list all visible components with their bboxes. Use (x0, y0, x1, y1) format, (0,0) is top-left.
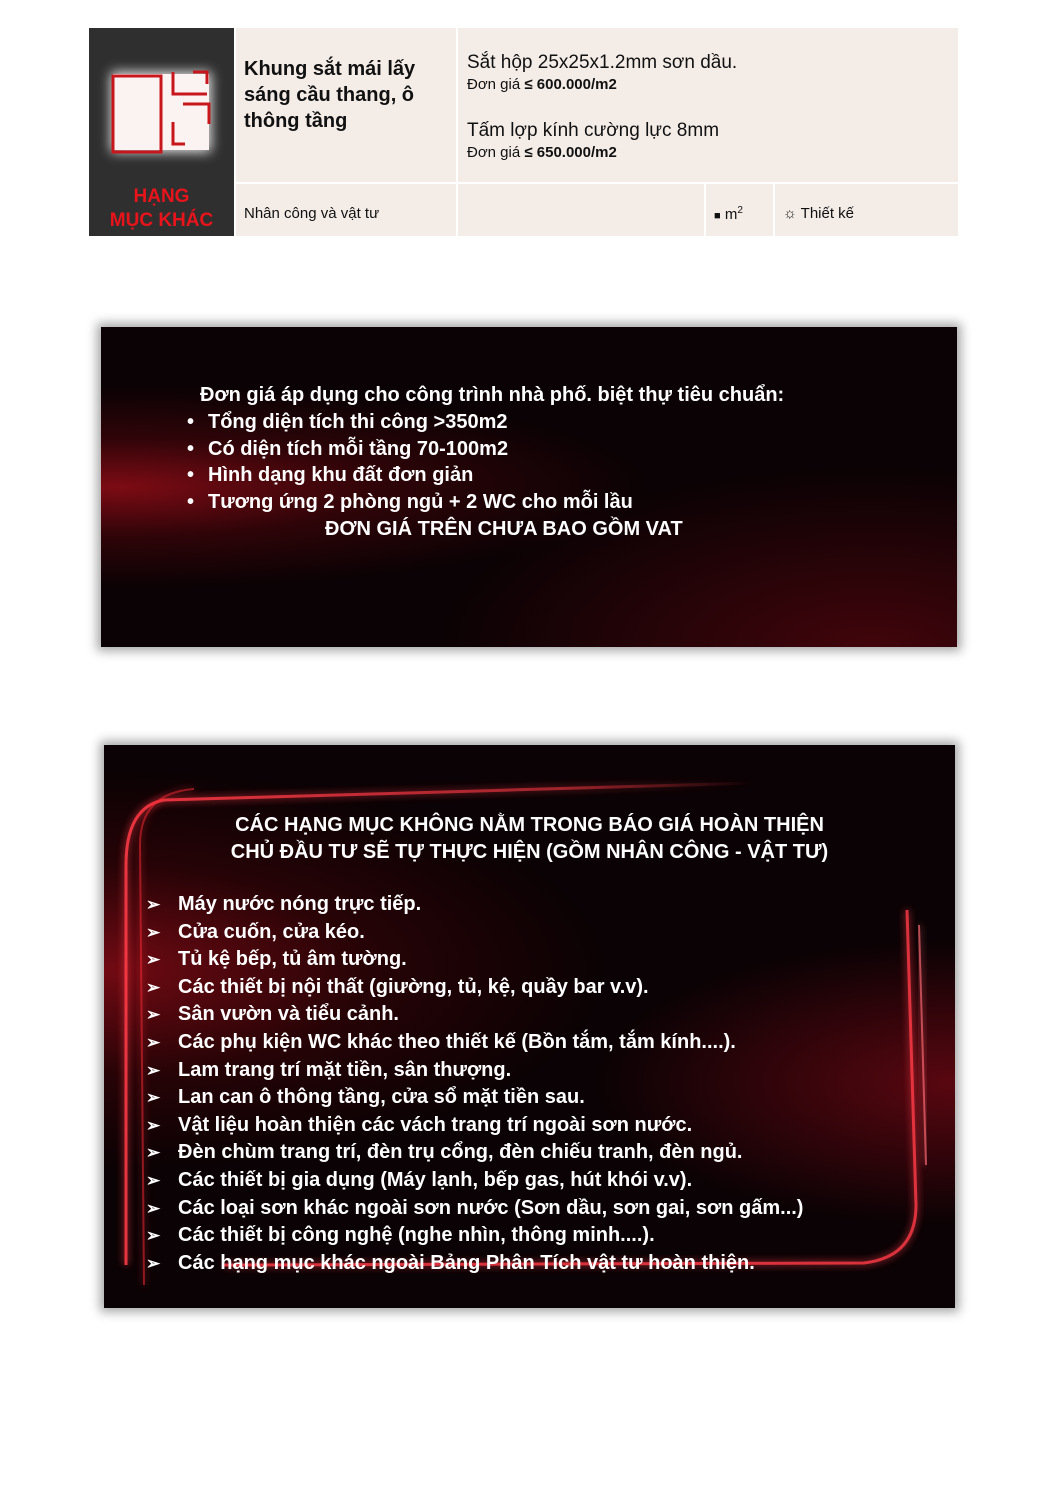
unit-cell (706, 184, 773, 236)
list-item: ➢ Các phụ kiện WC khác theo thiết kế (Bồn tắm, tắm kính....). (146, 1029, 803, 1057)
design-cell (775, 184, 958, 236)
arrow-bullet-icon: ➢ (146, 950, 161, 970)
arrow-bullet-icon: ➢ (146, 1253, 161, 1273)
arrow-bullet-icon: ➢ (146, 1143, 161, 1163)
price-line-2: Đơn giá ≤ 650.000/m2 (467, 144, 617, 161)
excluded-heading (104, 812, 955, 866)
arrow-bullet-icon: ➢ (146, 1032, 161, 1052)
pricing-conditions-panel (101, 327, 957, 647)
item-title-cell (236, 28, 456, 182)
excluded-items-panel (104, 745, 955, 1308)
list-item: ➢ Các loại sơn khác ngoài sơn nước (Sơn dầu, sơn gai, sơn gấm...) (146, 1195, 803, 1223)
list-item: ➢ Các thiết bị gia dụng (Máy lạnh, bếp gas, hút khói v.v). (146, 1167, 803, 1195)
arrow-bullet-icon: ➢ (146, 1060, 161, 1080)
list-item: ➢ Cửa cuốn, cửa kéo. (146, 919, 803, 947)
list-item: ➢ Vật liệu hoàn thiện các vách trang trí ngoài sơn nước. (146, 1112, 803, 1140)
unit-label: ■ $m^2$ (714, 205, 743, 223)
vat-note: ĐƠN GIÁ TRÊN CHƯA BAO GỒM VAT (325, 518, 683, 540)
arrow-bullet-icon: ➢ (146, 1088, 161, 1108)
arrow-bullet-icon: ➢ (146, 1005, 161, 1025)
list-item: ➢ Các thiết bị công nghệ (nghe nhìn, thông minh....). (146, 1222, 803, 1250)
list-item: ➢ Sân vườn và tiểu cảnh. (146, 1001, 803, 1029)
list-item: ➢ Lan can ô thông tầng, cửa sổ mặt tiền sau. (146, 1084, 803, 1112)
list-item: • Tổng diện tích thi công >350m2 (187, 411, 508, 433)
design-label: ☼ Thiết kế (783, 205, 855, 222)
conditions-list (187, 409, 633, 516)
list-item: • Tương ứng 2 phòng ngủ + 2 WC cho mỗi lầu (187, 491, 633, 514)
list-item: ➢ Máy nước nóng trực tiếp. (146, 891, 803, 919)
square-icon: ■ (714, 210, 721, 222)
excluded-heading-line1: CÁC HẠNG MỤC KHÔNG NẰM TRONG BÁO GIÁ HOÀN THIỆN (235, 814, 824, 836)
item-description-cell (458, 28, 958, 182)
arrow-bullet-icon: ➢ (146, 1115, 161, 1135)
item-title: Khung sắt mái lấy sáng cầu thang, ô thông tầng (244, 58, 416, 132)
conditions-heading: Đơn giá áp dụng cho công trình nhà phố. biệt thự tiêu chuẩn: (200, 384, 785, 406)
logo-title-line1: HẠNG (133, 186, 190, 207)
logo-title-line2: MỤC KHÁC (109, 210, 214, 231)
excluded-items-list (146, 891, 803, 1277)
material-line-2: Tấm lợp kính cường lực 8mm (467, 120, 720, 141)
category-logo (89, 28, 234, 236)
arrow-bullet-icon: ➢ (146, 895, 161, 914)
arrow-bullet-icon: ➢ (146, 1198, 161, 1218)
arrow-bullet-icon: ➢ (146, 922, 161, 942)
arrow-bullet-icon: ➢ (146, 1170, 161, 1190)
labor-text: Nhân công và vật tư (244, 205, 380, 222)
arrow-bullet-icon: ➢ (146, 977, 161, 997)
price-line-1: Đơn giá ≤ 600.000/m2 (467, 76, 617, 93)
list-item: ➢ Đèn chùm trang trí, đèn trụ cổng, đèn chiếu tranh, đèn ngủ. (146, 1139, 803, 1167)
list-item: ➢ Tủ kệ bếp, tủ âm tường. (146, 946, 803, 974)
list-item: ➢ Các thiết bị nội thất (giường, tủ, kệ, quầy bar v.v). (146, 974, 803, 1002)
excluded-heading-line2: CHỦ ĐẦU TƯ SẼ TỰ THỰC HIỆN (GỒM NHÂN CÔNG - VẬT TƯ) (230, 841, 829, 863)
list-item: ➢ Các hạng mục khác ngoài Bảng Phân Tích vật tư hoàn thiện. (146, 1250, 803, 1278)
labor-cell (236, 184, 456, 236)
sun-icon: ☼ (783, 205, 797, 222)
empty-cell (458, 184, 704, 236)
list-item: ➢ Lam trang trí mặt tiền, sân thượng. (146, 1057, 803, 1085)
list-item: • Hình dạng khu đất đơn giản (187, 464, 474, 487)
list-item: • Có diện tích mỗi tầng 70-100m2 (187, 437, 509, 460)
material-line-1: Sắt hộp 25x25x1.2mm sơn dầu. (467, 52, 738, 73)
arrow-bullet-icon: ➢ (146, 1226, 161, 1246)
